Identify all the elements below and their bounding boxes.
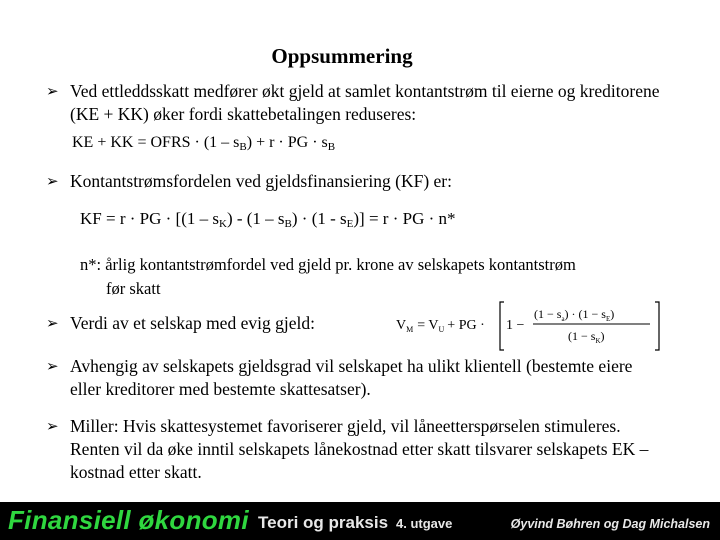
footer-authors: Øyvind Bøhren og Dag Michalsen — [510, 517, 710, 531]
bullet-5 — [46, 415, 656, 484]
bullet-2-text: Kontantstrømsfordelen ved gjeldsfinansiering (KF) er: — [70, 171, 452, 191]
svg-text:(1 − sK): $(1 - s_K)$ — [568, 329, 605, 345]
arrow-bullet-icon: ➢ — [46, 357, 59, 375]
footer-edition: 4. utgave — [396, 516, 453, 531]
note-n-star: n*: årlig kontantstrømfordel ved gjeld pr. krone av selskapets kontantstrøm før skatt — [80, 255, 576, 298]
formula-ke-kk: KE + KK = OFRS · $(1 - s_B) + r$ · PG · $s_B$ — [72, 134, 336, 153]
bullet-4-text: Avhengig av selskapets gjeldsgrad vil selskapet ha ulikt klientell (bestemte eiere eller kreditorer med bestemte skattesatser). — [70, 356, 633, 399]
bullet-3 — [46, 312, 366, 335]
svg-text:1 −: 1 − — [506, 318, 525, 333]
bullet-5-text: Miller: Hvis skattesystemet favoriserer gjeld, vil låneetterspørselen stimuleres. Renten vil da øke inntil selskapets lånekostnad etter skatt tilsvarer selskapets EK – kostnad etter skatt. — [70, 416, 649, 482]
bullet-1 — [46, 80, 666, 126]
footer-brand: Finansiell økonomi — [8, 505, 249, 535]
bullet-3-text: Verdi av et selskap med evig gjeld: — [70, 313, 315, 333]
arrow-bullet-icon: ➢ — [46, 417, 59, 435]
arrow-bullet-icon: ➢ — [46, 314, 59, 332]
formula-kf: KF = r · PG · $[(1 - s_K) - (1 - s_B) \cdot (1 - s_E)] = r$ · PG · n* — [80, 209, 456, 230]
footer-bar — [0, 502, 720, 540]
arrow-bullet-icon: ➢ — [46, 82, 59, 100]
vm-formula — [396, 298, 662, 352]
bullet-1-text: Ved ettleddsskatt medfører økt gjeld at samlet kontantstrøm til eierne og kreditorene (KE + KK) øker fordi skattebetalingen reduseres: — [70, 81, 660, 124]
page-title: Oppsummering — [271, 44, 413, 68]
footer-subtitle: Teori og praksis — [258, 513, 389, 532]
svg-text:VM= VU+ PG ·: $V_M = V_U$ + PG · — [396, 318, 485, 334]
svg-text:(1 − sa) · (1 − sE): $(1 - s_a) \cdot (1 - s_E)$ — [534, 307, 615, 323]
bullet-2 — [46, 170, 666, 193]
arrow-bullet-icon: ➢ — [46, 172, 59, 190]
bullet-4 — [46, 355, 646, 401]
